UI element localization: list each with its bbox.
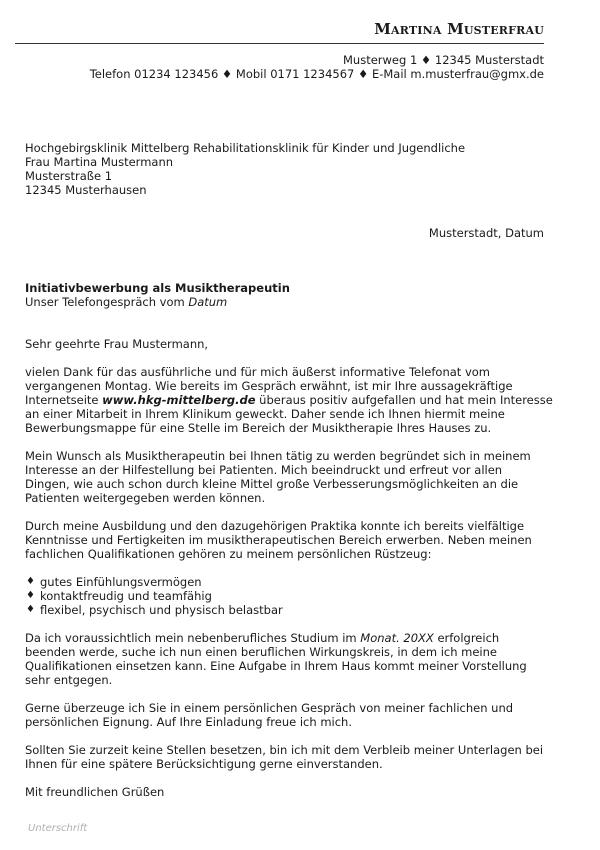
paragraph-4-line-3: Qualifikationen einsetzen kann. Eine Aufgabe in Ihrem Haus kommt meiner Vorstellung xyxy=(25,659,527,673)
diamond-bullet-icon: ♦ xyxy=(26,576,35,587)
paragraph-1 xyxy=(25,365,553,435)
sender-phone-email: Telefon 01234 123456 ♦ Mobil 0171 1234567 ♦ E-Mail m.musterfrau@gmx.de xyxy=(89,67,544,81)
paragraph-6 xyxy=(25,743,550,771)
paragraph-1-line-3-suffix: überaus positiv aufgefallen und hat mein Interesse xyxy=(255,393,553,407)
paragraph-3-line-3: fachlichen Qualifikationen gehören zu meinem persönlichen Rüstzeug: xyxy=(25,547,432,561)
study-end-date: Monat. 20XX xyxy=(360,631,434,645)
paragraph-1-line-3-prefix: Internetseite xyxy=(25,393,103,407)
paragraph-2-line-2: Interesse an der Hilfestellung bei Patienten. Mich beeindruckt und erfreut vor allen xyxy=(25,463,503,477)
diamond-bullet-icon: ♦ xyxy=(26,590,35,601)
paragraph-4-line-1-suffix: erfolgreich xyxy=(433,631,500,645)
reference-prefix: Unser Telefongespräch vom xyxy=(25,295,189,309)
paragraph-6-line-1: Sollten Sie zurzeit keine Stellen besetzen, bin ich mit dem Verbleib meiner Unterlagen bei xyxy=(25,743,544,757)
list-item-text: flexibel, psychisch und physisch belastbar xyxy=(40,603,283,617)
recipient-address xyxy=(25,141,465,197)
recipient-line-3: Musterstraße 1 xyxy=(25,169,113,183)
paragraph-1-line-3 xyxy=(25,393,553,407)
header-divider xyxy=(15,43,544,44)
paragraph-4-line-1-prefix: Da ich voraussichtlich mein nebenberufliches Studium im xyxy=(25,631,361,645)
paragraph-2 xyxy=(25,449,550,505)
paragraph-1-line-1: vielen Dank für das ausführliche und für mich äußerst informative Telefonat vom xyxy=(25,365,491,379)
qualification-list xyxy=(25,575,550,617)
paragraph-5-line-1: Gerne überzeuge ich Sie in einem persönlichen Gespräch von meiner fachlichen und xyxy=(25,701,514,715)
paragraph-3 xyxy=(25,519,550,561)
signature-placeholder: Unterschrift xyxy=(28,823,88,834)
sender-name: Martina Musterfrau xyxy=(374,20,544,38)
paragraph-2-line-3: Dingen, wie auch schon durch kleine Mittel große Verbesserungsmöglichkeiten an die xyxy=(25,477,519,491)
paragraph-1-line-5: Bewerbungsmappe für eine Stelle im Bereich der Musiktherapie Ihres Hauses zu. xyxy=(25,421,492,435)
paragraph-2-line-4: Patienten weitergegeben werden können. xyxy=(25,491,266,505)
paragraph-2-line-1: Mein Wunsch als Musiktherapeutin bei Ihnen tätig zu werden begründet sich in meinem xyxy=(25,449,531,463)
paragraph-1-line-4: an einer Mitarbeit in Ihrem Klinikum geweckt. Daher sende ich Ihnen hiermit meine xyxy=(25,407,505,421)
website-url: www.hkg-mittelberg.de xyxy=(102,393,256,407)
paragraph-3-line-2: Kenntnisse und Fertigkeiten im musiktherapeutischen Bereich erwerben. Neben meinen xyxy=(25,533,532,547)
list-item-text: gutes Einfühlungsvermögen xyxy=(40,575,202,589)
paragraph-4-line-2: beenden werde, suche ich nun einen beruflichen Wirkungskreis, in dem ich meine xyxy=(25,645,497,659)
letter-body xyxy=(25,337,553,799)
paragraph-1-line-2: vergangenen Montag. Wie bereits im Gespräch erwähnt, ist mir Ihre aussagekräftige xyxy=(25,379,513,393)
closing: Mit freundlichen Grüßen xyxy=(25,785,165,799)
salutation: Sehr geehrte Frau Mustermann, xyxy=(25,337,209,351)
subject-title: Initiativbewerbung als Musiktherapeutin xyxy=(25,281,290,295)
paragraph-5 xyxy=(25,701,550,729)
paragraph-4-line-4: sehr entgegen. xyxy=(25,673,113,687)
paragraph-5-line-2: persönlichen Eignung. Auf Ihre Einladung freue ich mich. xyxy=(25,715,352,729)
list-item xyxy=(25,589,550,603)
paragraph-6-line-2: Ihnen für eine spätere Berücksichtigung gerne einverstanden. xyxy=(25,757,383,771)
recipient-line-2: Frau Martina Mustermann xyxy=(25,155,174,169)
recipient-line-4: 12345 Musterhausen xyxy=(25,183,147,197)
sender-contact xyxy=(90,53,544,81)
paragraph-4-line-1 xyxy=(25,631,550,645)
recipient-line-1: Hochgebirgsklinik Mittelberg Rehabilitationsklinik für Kinder und Jugendliche xyxy=(25,141,466,155)
list-item xyxy=(25,575,550,589)
paragraph-3-line-1: Durch meine Ausbildung und den dazugehörigen Praktika konnte ich bereits vielfältige xyxy=(25,519,525,533)
list-item xyxy=(25,603,550,617)
subject-reference xyxy=(25,295,290,309)
place-date: Musterstadt, Datum xyxy=(428,226,544,240)
paragraph-4 xyxy=(25,631,550,687)
diamond-bullet-icon: ♦ xyxy=(26,604,35,615)
reference-date: Datum xyxy=(188,295,228,309)
subject-block xyxy=(25,281,290,309)
sender-address: Musterweg 1 ♦ 12345 Musterstadt xyxy=(343,53,544,67)
list-item-text: kontaktfreudig und teamfähig xyxy=(40,589,212,603)
